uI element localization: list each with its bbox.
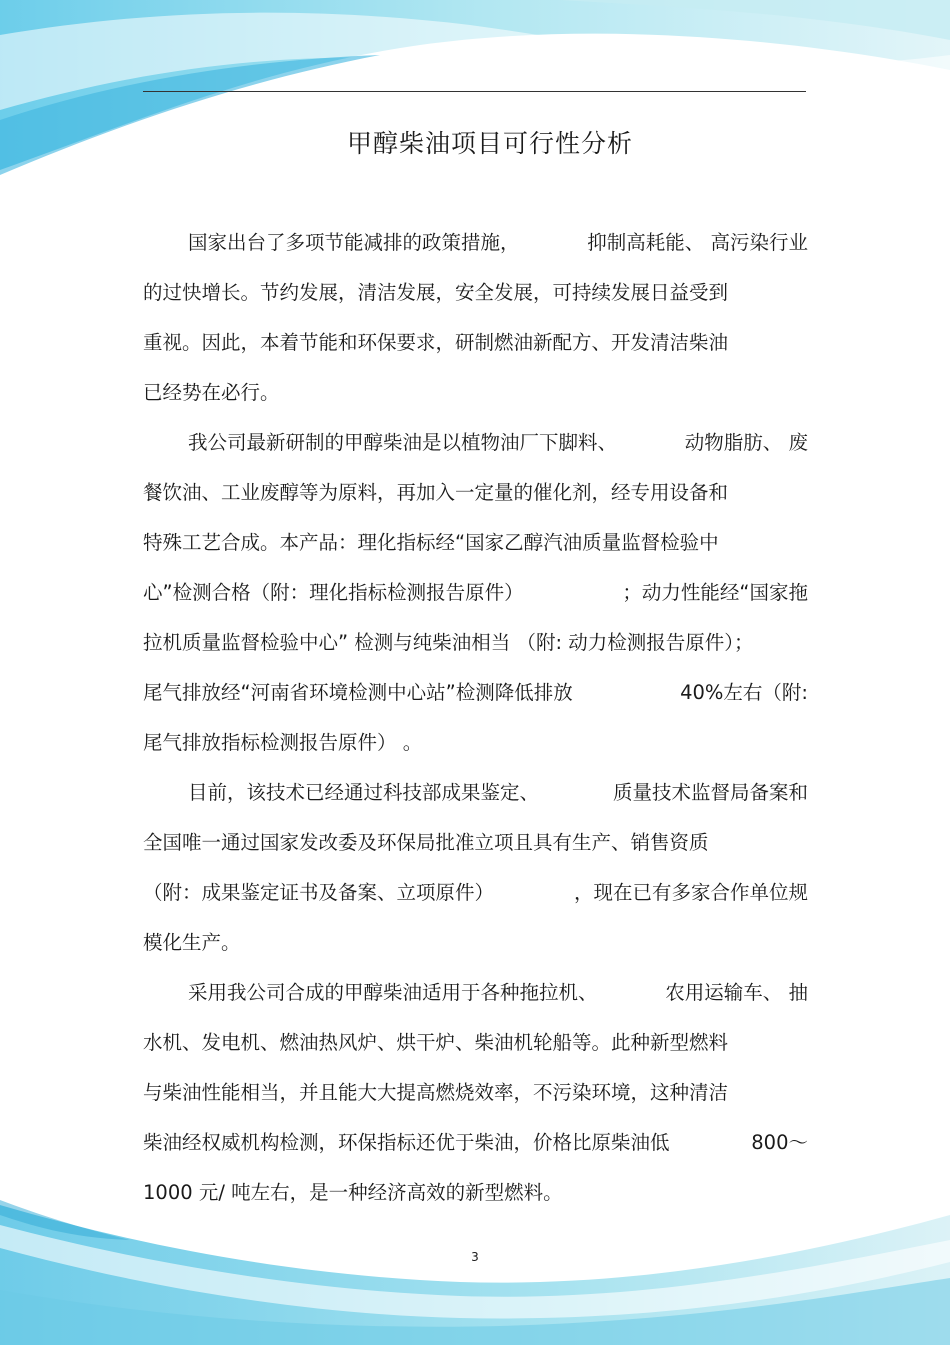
text-segment: 质量技术监督局备案和	[612, 781, 808, 804]
text-segment: 柴油经权威机构检测，环保指标还优于柴油，价格比原柴油低	[143, 1131, 670, 1154]
text-segment: 餐饮油、工业废醇等为原料，再加入一定量的催化剂，经专用设备和	[143, 481, 729, 504]
text-segment: 全国唯一通过国家发改委及环保局批准立项且具有生产、销售资质	[143, 831, 709, 854]
text-line	[143, 278, 808, 308]
text-line	[143, 928, 808, 958]
text-segment: 与柴油性能相当，并且能大大提高燃烧效率，不污染环境，这种清洁	[143, 1081, 729, 1104]
text-segment: ；动力性能经“国家拖	[622, 581, 808, 604]
page-number: 3	[471, 1250, 479, 1264]
text-line	[143, 578, 808, 608]
text-segment: 的过快增长。节约发展，清洁发展，安全发展，可持续发展日益受到	[143, 281, 729, 304]
text-segment: 国家出台了多项节能减排的政策措施，	[188, 231, 520, 254]
text-segment: 水机、发电机、燃油热风炉、烘干炉、柴油机轮船等。此种新型燃料	[143, 1031, 729, 1054]
text-segment: 特殊工艺合成。本产品：理化指标经“国家乙醇汽油质量监督检验中	[143, 531, 719, 554]
text-line	[143, 1078, 808, 1108]
text-line	[143, 1028, 808, 1058]
text-line	[143, 528, 808, 558]
text-segment: 800～	[751, 1131, 808, 1154]
document-title: 甲醇柴油项目可行性分析	[346, 129, 633, 158]
text-line	[143, 328, 808, 358]
text-line	[143, 478, 808, 508]
text-line	[143, 878, 808, 908]
text-line	[143, 728, 808, 758]
text-segment: 农用运输车、 抽	[665, 981, 808, 1004]
text-segment: （附：成果鉴定证书及备案、立项原件）	[143, 881, 495, 904]
text-segment: 目前，该技术已经通过科技部成果鉴定、	[188, 781, 540, 804]
text-segment: 已经势在必行。	[143, 381, 280, 404]
text-line	[188, 778, 808, 808]
text-segment: 抑制高耗能、 高污染行业	[587, 231, 808, 254]
header-rule	[143, 91, 806, 92]
text-segment: 拉机质量监督检验中心” 检测与纯柴油相当 （附: 动力检测报告原件）；	[143, 631, 754, 654]
text-line	[143, 828, 808, 858]
text-line	[143, 1178, 808, 1208]
text-segment: 模化生产。	[143, 931, 241, 954]
text-line	[188, 428, 808, 458]
text-segment: ，现在已有多家合作单位规	[573, 881, 808, 904]
text-segment: 40%左右（附:	[680, 681, 808, 704]
text-segment: 心”检测合格（附：理化指标检测报告原件）	[143, 581, 524, 604]
text-line	[188, 228, 808, 258]
text-segment: 我公司最新研制的甲醇柴油是以植物油厂下脚料、	[188, 431, 618, 454]
text-line	[143, 628, 808, 658]
text-segment: 动物脂肪、 废	[684, 431, 808, 454]
text-line	[143, 378, 808, 408]
text-line	[143, 1128, 808, 1158]
text-line	[188, 978, 808, 1008]
text-segment: 1000 元/ 吨左右，是一种经济高效的新型燃料。	[143, 1181, 563, 1204]
text-segment: 重视。因此，本着节能和环保要求，研制燃油新配方、开发清洁柴油	[143, 331, 729, 354]
text-segment: 采用我公司合成的甲醇柴油适用于各种拖拉机、	[188, 981, 598, 1004]
text-segment: 尾气排放指标检测报告原件） 。	[143, 731, 423, 754]
text-segment: 尾气排放经“河南省环境检测中心站”检测降低排放	[143, 681, 573, 704]
text-line	[143, 678, 808, 708]
